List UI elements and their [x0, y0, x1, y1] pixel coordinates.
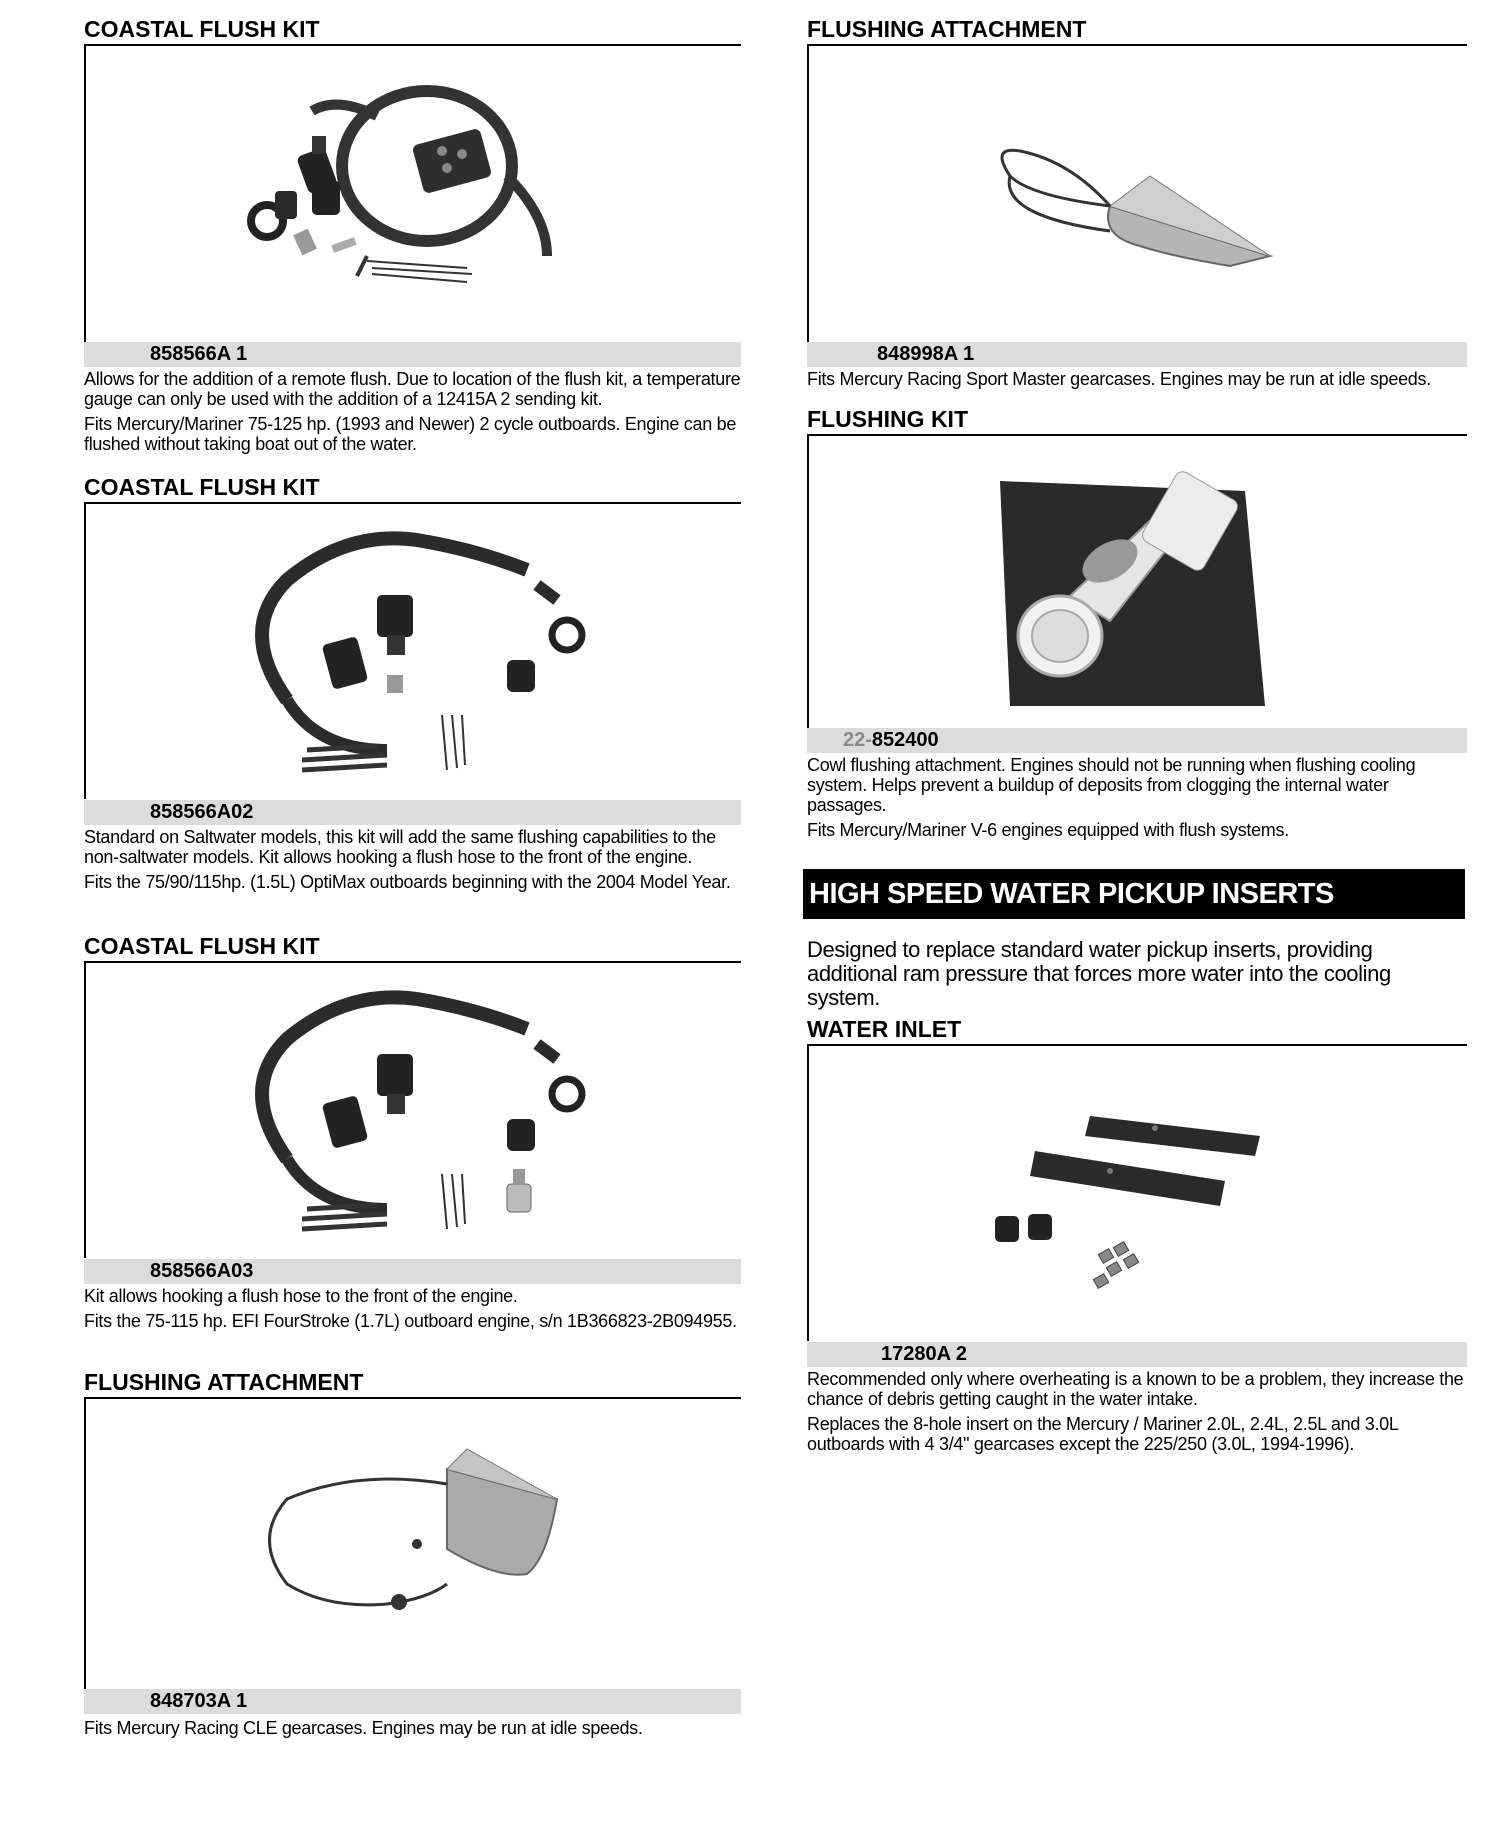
description-text: Fits Mercury Racing Sport Master gearcases. Engines may be run at idle speeds.	[807, 369, 1431, 389]
fitment-text: Fits the 75-115 hp. EFI FourStroke (1.7L) outboard engine, s/n 1B366823-2B094955.	[84, 1311, 737, 1331]
image-frame	[84, 1398, 86, 1698]
product-image-water-inlet	[810, 1056, 1467, 1336]
product-image-coastal-flush-kit	[87, 510, 741, 780]
part-number-bar	[84, 800, 741, 825]
section-title: WATER INLET	[807, 1016, 962, 1042]
part-number: 848998A 1	[877, 343, 975, 365]
section-coastal-flush-kit-1	[84, 16, 741, 461]
title-rule	[84, 502, 741, 504]
part-number-bar	[807, 342, 1467, 367]
section-flushing-attachment-sport-master	[807, 16, 1467, 396]
fitment-text: Fits the 75/90/115hp. (1.5L) OptiMax outboards beginning with the 2004 Model Year.	[84, 872, 731, 892]
image-frame	[84, 45, 86, 355]
part-number: 17280A 2	[881, 1343, 967, 1365]
section-title: COASTAL FLUSH KIT	[84, 16, 320, 42]
description-text: Fits Mercury Racing CLE gearcases. Engines may be run at idle speeds.	[84, 1718, 643, 1738]
title-rule	[84, 44, 741, 46]
title-rule	[807, 434, 1467, 436]
description	[84, 369, 741, 459]
fitment-text: Fits Mercury/Mariner 75-125 hp. (1993 and Newer) 2 cycle outboards. Engine can be flushed without taking boat out of the water.	[84, 414, 737, 454]
description	[84, 1718, 741, 1743]
product-image-flushing-kit	[810, 446, 1467, 726]
description-text: Recommended only where overheating is a known to be a problem, they increase the chance of debris getting caught in the water intake.	[807, 1369, 1464, 1409]
part-number-prefix: 22-	[843, 729, 872, 751]
description	[807, 369, 1467, 394]
image-frame	[807, 1045, 809, 1341]
part-number	[843, 728, 939, 753]
section-title: COASTAL FLUSH KIT	[84, 933, 320, 959]
description	[807, 1369, 1467, 1459]
section-title: FLUSHING ATTACHMENT	[807, 16, 1087, 42]
product-image-flushing-attachment	[87, 1409, 741, 1679]
description-text: Standard on Saltwater models, this kit will add the same flushing capabilities to the non-saltwater models. Kit allows hooking a flush hose to the front of the engine.	[84, 827, 716, 867]
part-number: 858566A03	[150, 1260, 254, 1282]
section-coastal-flush-kit-3	[84, 933, 741, 1353]
part-number-bar	[807, 1342, 1467, 1367]
section-water-inlet	[807, 1016, 1467, 1456]
section-title: FLUSHING ATTACHMENT	[84, 1369, 364, 1395]
image-frame	[84, 962, 86, 1258]
title-rule	[807, 44, 1467, 46]
part-number-value: 852400	[871, 729, 939, 751]
title-rule	[807, 1044, 1467, 1046]
part-number: 848703A 1	[150, 1690, 248, 1712]
description-text: Kit allows hooking a flush hose to the front of the engine.	[84, 1286, 518, 1306]
image-frame	[807, 45, 809, 355]
section-flushing-kit	[807, 406, 1467, 856]
title-rule	[84, 961, 741, 963]
section-flushing-attachment-cle	[84, 1369, 741, 1759]
part-number: 858566A02	[150, 801, 254, 823]
image-frame	[84, 503, 86, 799]
description	[807, 755, 1467, 845]
image-frame	[807, 435, 809, 731]
part-number-bar	[84, 342, 741, 367]
category-intro: Designed to replace standard water pickup inserts, providing additional ram pressure that forces more water into the cooling system.	[807, 937, 1391, 1010]
description	[84, 827, 741, 897]
title-rule	[84, 1397, 741, 1399]
product-image-coastal-flush-kit	[87, 56, 741, 346]
description-text: Allows for the addition of a remote flush. Due to location of the flush kit, a temperature gauge can only be used with the addition of a 12415A 2 sending kit.	[84, 369, 741, 409]
product-image-flushing-attachment	[810, 56, 1467, 346]
section-coastal-flush-kit-2	[84, 474, 741, 914]
product-image-coastal-flush-kit	[87, 969, 741, 1239]
fitment-text: Replaces the 8-hole insert on the Mercury / Mariner 2.0L, 2.4L, 2.5L and 3.0L outboards with 4 3/4" gearcases except the 225/250 (3.0L, 1994-1996).	[807, 1414, 1398, 1454]
fitment-text: Fits Mercury/Mariner V-6 engines equipped with flush systems.	[807, 820, 1289, 840]
part-number-bar	[84, 1259, 741, 1284]
part-number-bar	[84, 1689, 741, 1714]
category-banner: HIGH SPEED WATER PICKUP INSERTS	[803, 869, 1465, 919]
section-title: COASTAL FLUSH KIT	[84, 474, 320, 500]
section-title: FLUSHING KIT	[807, 406, 968, 432]
part-number: 858566A 1	[150, 343, 248, 365]
part-number-bar	[807, 728, 1467, 753]
description-text: Cowl flushing attachment. Engines should not be running when flushing cooling system. Helps prevent a buildup of deposits from clogging the internal water passages.	[807, 755, 1416, 815]
description	[84, 1286, 741, 1336]
